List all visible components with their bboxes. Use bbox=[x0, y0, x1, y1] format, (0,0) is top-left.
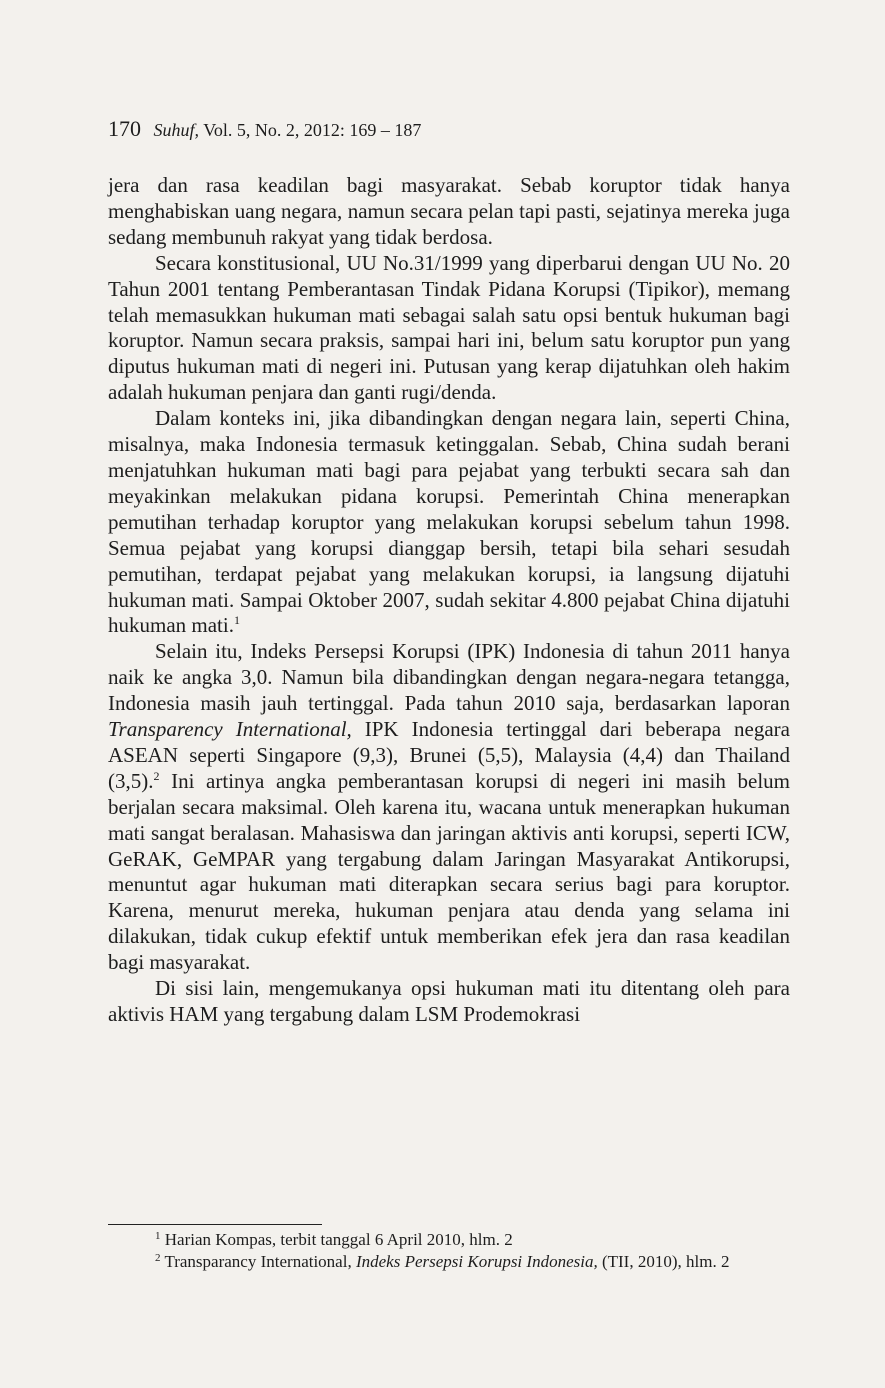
footnote-divider bbox=[108, 1224, 322, 1225]
paragraph-2: Secara konstitusional, UU No.31/1999 yang diperbarui dengan UU No. 20 Tahun 2001 tentang Pemberantasan Tindak Pidana Korupsi (Tipikor), memang telah memasukkan hukuman mati sebagai salah satu opsi bentuk hukuman bagi koruptor. Namun secara praksis, sampai hari ini, belum satu koruptor pun yang diputus hukuman mati di negeri ini. Putusan yang kerap dijatuhkan oleh hakim adalah hukuman penjara dan ganti rugi/denda. bbox=[108, 250, 790, 405]
footnote-2-text-a: Transparancy International, bbox=[160, 1252, 356, 1271]
paragraph-4 bbox=[108, 639, 790, 976]
footnote-2-italic: Indeks Persepsi Korupsi Indonesia, bbox=[355, 1252, 598, 1271]
paragraph-4-text-c: Ini artinya angka pemberantasan korupsi di negeri ini masih belum berjalan secara maksimal. Oleh karena itu, wacana untuk menerapkan hukuman mati sangat beralasan. Mahasiswa dan jaringan aktivis anti korupsi, seperti ICW, GeRAK, GeMPAR yang tergabung dalam Jaringan Masyarakat Antikorupsi, menuntut agar hukuman mati diterapkan secara serius bagi para koruptor. Karena, menurut mereka, hukuman penjara atau denda yang selama ini dilakukan, tidak cukup efektif untuk memberikan efek jera dan rasa keadilan bagi masyarakat. bbox=[108, 768, 790, 975]
footnote-1 bbox=[108, 1229, 790, 1251]
paragraph-5: Di sisi lain, mengemukanya opsi hukuman mati itu ditentang oleh para aktivis HAM yang tergabung dalam LSM Prodemokrasi bbox=[108, 976, 790, 1026]
paragraph-1: jera dan rasa keadilan bagi masyarakat. Sebab koruptor tidak hanya menghabiskan uang negara, namun secara pelan tapi pasti, sejatinya mereka juga sedang membunuh rakyat yang tidak berdosa. bbox=[108, 173, 790, 249]
footnotes bbox=[108, 1229, 790, 1273]
running-header bbox=[108, 117, 421, 142]
footnote-2 bbox=[108, 1251, 790, 1273]
footnote-2-number: 2 bbox=[155, 1252, 161, 1264]
paragraph-3-text: Dalam konteks ini, jika dibandingkan dengan negara lain, seperti China, misalnya, maka Indonesia termasuk ketinggalan. Sebab, China sudah berani menjatuhkan hukuman mati bagi para pejabat yang terbukti secara sah dan meyakinkan melakukan pidana korupsi. Pemerintah China menerapkan pemutihan terhadap koruptor yang melakukan korupsi sebelum tahun 1998. Semua pejabat yang korupsi dianggap bersih, tetapi bila sehari sesudah pemutihan, terdapat pejabat yang melakukan korupsi, ia langsung dijatuhi hukuman mati. Sampai Oktober 2007, sudah sekitar 4.800 pejabat China dijatuhi hukuman mati. bbox=[108, 406, 790, 638]
footnote-2-text-b: (TII, 2010), hlm. 2 bbox=[597, 1252, 730, 1271]
journal-name: Suhuf, bbox=[153, 120, 200, 140]
footnote-ref-1: 1 bbox=[233, 613, 240, 628]
footnote-1-number: 1 bbox=[155, 1230, 161, 1242]
footnote-ref-2: 2 bbox=[153, 768, 160, 783]
paragraph-4-italic: Transparency International, bbox=[108, 717, 352, 742]
paragraph-4-text-a: Selain itu, Indeks Persepsi Korupsi (IPK) Indonesia di tahun 2011 hanya naik ke angka 3,0. Namun bila dibandingkan dengan negara-negara tetangga, Indonesia masih jauh tertinggal. Pada tahun 2010 saja, berdasarkan laporan bbox=[108, 639, 790, 716]
page-number: 170 bbox=[108, 116, 141, 141]
paragraph-3 bbox=[108, 406, 790, 639]
body-text bbox=[108, 173, 790, 1028]
footnote-1-text: Harian Kompas, terbit tanggal 6 April 2010, hlm. 2 bbox=[160, 1230, 513, 1249]
journal-citation: Vol. 5, No. 2, 2012: 169 – 187 bbox=[203, 120, 422, 140]
paragraph-4-text-b: IPK Indonesia tertinggal dari beberapa negara ASEAN seperti Singapore (9,3), Brunei (5,5), Malaysia (4,4) dan Thailand (3,5). bbox=[108, 717, 790, 793]
